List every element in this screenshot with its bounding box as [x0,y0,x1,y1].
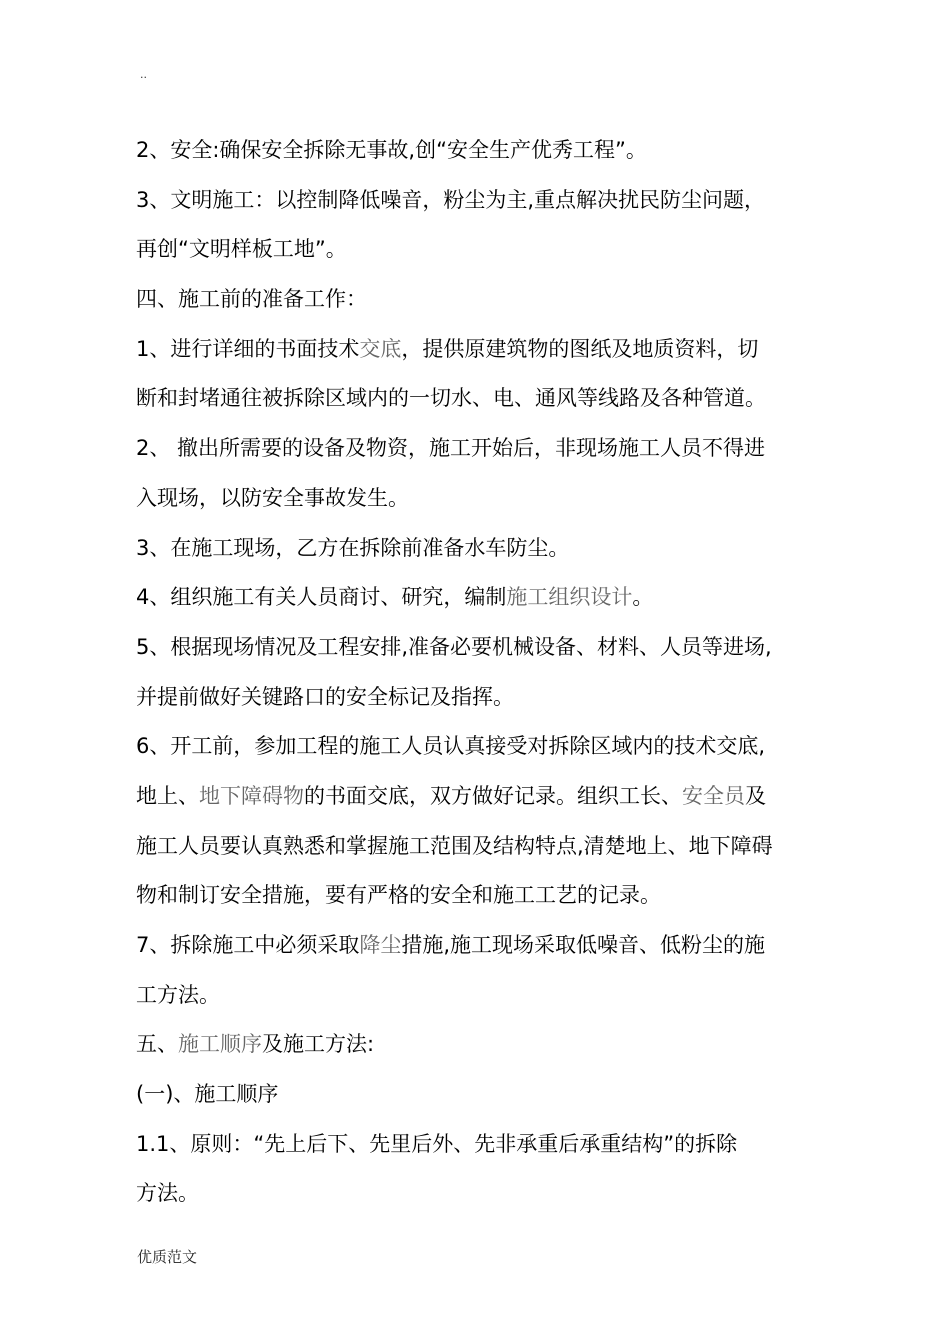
text-line [136,722,826,772]
text-line [136,424,826,474]
text-segment: 6、开工前，参加工程的施工人员认真接受对拆除区域内的技术交底, [136,734,766,759]
text-line [136,822,826,872]
document-body [136,126,826,1219]
text-line [136,673,826,723]
text-line [136,772,826,822]
text-line [136,1070,826,1120]
text-line [136,1120,826,1170]
text-segment: 地上、 [136,783,199,808]
text-segment: 3、文明施工：以控制降低噪音，粉尘为主,重点解决扰民防尘问题， [136,187,766,212]
inline-link[interactable]: 交底 [359,336,402,361]
text-line [136,225,826,275]
text-segment: 再创“文明样板工地”。 [136,237,347,262]
text-segment: 4、组织施工有关人员商讨、研究，编制 [136,585,507,610]
text-segment: 工方法。 [136,982,220,1007]
inline-link[interactable]: 降尘 [359,933,402,957]
text-segment: 1.1、原则：“先上后下、先里后外、先非承重后承重结构”的拆除 [136,1131,738,1156]
text-segment: 物和制订安全措施，要有严格的安全和施工工艺的记录。 [136,883,661,908]
text-segment: 1、进行详细的书面技术 [136,336,360,361]
text-segment: 。 [632,585,654,610]
text-segment: 2、 撤出所需要的设备及物资，施工开始后，非现场施工人员不得进 [136,436,766,461]
footer-text: 优质范文 [137,1248,198,1266]
text-segment: 2、安全:确保安全拆除无事故,创“安全生产优秀工程”。 [136,138,647,162]
text-line [136,921,826,971]
text-line [136,623,826,673]
text-line [136,176,826,226]
text-segment: 五、 [136,1032,178,1057]
text-segment: 3、在施工现场，乙方在拆除前准备水车防尘。 [136,535,570,560]
text-line [136,524,826,574]
text-line [136,275,826,325]
inline-link[interactable]: 施工顺序 [178,1032,262,1057]
text-line [136,871,826,921]
text-segment: 的书面交底，双方做好记录。组织工长、 [304,783,682,808]
text-segment: ，提供原建筑物的图纸及地质资料，切 [401,336,759,361]
header-mark: .. [140,68,147,81]
text-segment: 四、施工前的准备工作： [136,287,367,312]
text-line [136,573,826,623]
text-line [136,474,826,524]
inline-link[interactable]: 地下障碍物 [199,783,304,808]
text-line [136,1020,826,1070]
text-line [136,1169,826,1219]
text-segment: 断和封堵通往被拆除区域内的一切水、电、通风等线路及各种管道。 [136,386,766,411]
text-line [136,971,826,1021]
text-segment: 施工人员要认真熟悉和掌握施工范围及结构特点,清楚地上、地下障碍 [136,833,773,858]
text-segment: 及施工方法: [262,1032,375,1057]
text-line [136,126,826,176]
text-segment: 入现场，以防安全事故发生。 [136,485,409,510]
text-line [136,325,826,375]
text-line [136,374,826,424]
text-segment: 5、根据现场情况及工程安排,准备必要机械设备、材料、人员等进场, [136,634,772,659]
text-segment: 方法。 [136,1181,199,1206]
inline-link[interactable]: 安全员 [682,783,745,808]
text-segment: (一)、施工顺序 [136,1082,279,1107]
inline-link[interactable]: 施工组织设计 [506,585,633,610]
text-segment: 及 [745,783,766,808]
text-segment: 7、拆除施工中必须采取 [136,933,360,957]
text-segment: 措施,施工现场采取低噪音、低粉尘的施 [401,933,766,957]
text-segment: 并提前做好关键路口的安全标记及指挥。 [136,684,514,709]
